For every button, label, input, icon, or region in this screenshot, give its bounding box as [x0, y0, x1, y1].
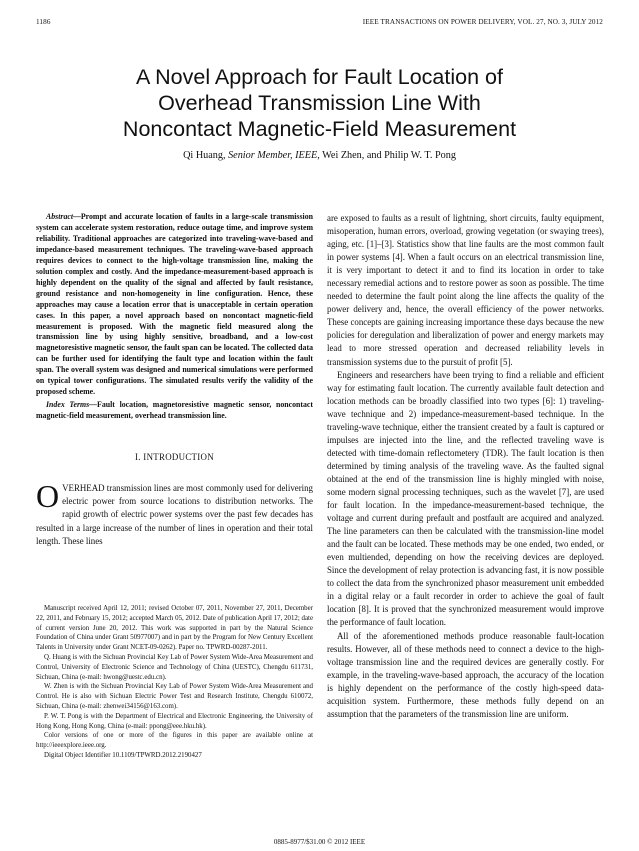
- other-authors: Wei Zhen, and Philip W. T. Pong: [322, 150, 456, 161]
- abstract: [36, 212, 313, 422]
- abstract-label: Abstract—: [46, 212, 81, 221]
- author-list: [36, 150, 603, 161]
- title-line-2: Overhead Transmission Line With: [158, 91, 481, 115]
- index-terms-label: Index Terms—: [46, 400, 98, 410]
- footnote-doi: Digital Object Identifier 10.1109/TPWRD.2012.2190427: [44, 751, 202, 759]
- body-paragraph-3: All of the aforementioned methods produce reasonable fault-location results. However, all of these methods need to connect a device to the high-voltage transmission line and the required devices are generally costly. For example, in the traveling-wave-based approach, the accuracy of the location is highly dependent on the performance of the costly high-speed data-acquisition system. Furthermore, these methods fully depend on an assumption that the parameters of the transmission line are uniform.: [327, 630, 604, 719]
- abstract-text: Prompt and accurate location of faults in a large-scale transmission system can accelerate system restoration, reduce outage time, and improve system reliability. Traditional approaches are categorized into traveling-wave-based and impedance-based measurement techniques. The traveling-wave-based approach requires devices to connect to the high-voltage transmission line, making the solution complex and costly. And the impedance-measurement-based approach is highly dependent on the quality of the signal and affected by fault resistance, ground resistance and non-homogeneity in line configuration. Hence, these approaches may cause a location error that is unacceptable in certain operation cases. In this paper, a novel approach based on noncontact magnetic-field measurement is proposed. With the magnetic field measured along the transmission line by using highly sensitive, broadband, and a low-cost magnetoresistive magnetic sensor, the fault span can be located. The collected data can be further used for identifying the fault type and location within the fault span. The overall system was designed and numerical simulations were performed on typical tower configurations. The simulated results verify the validity of the proposed scheme.: [36, 212, 313, 397]
- title-line-1: A Novel Approach for Fault Location of: [136, 65, 503, 89]
- intro-paragraph: [36, 477, 313, 549]
- drop-cap: O: [36, 477, 60, 514]
- running-head: [36, 18, 603, 30]
- footnote-author-3: P. W. T. Pong is with the Department of Electrical and Electronic Engineering, the University of Hong Kong, Hong Kong, China (e-mail: ppong@eee.hku.hk).: [36, 712, 313, 730]
- left-column: [36, 212, 313, 549]
- paper-title: [36, 64, 603, 142]
- index-terms-text: Fault location, magnetoresistive magnetic sensor, noncontact magnetic-field measurement, overhead transmission line.: [36, 400, 313, 421]
- journal-name: IEEE TRANSACTIONS ON POWER DELIVERY, VOL. 27, NO. 3, JULY 2012: [362, 18, 603, 26]
- intro-first-word: VERHEAD: [62, 482, 105, 493]
- body-paragraph-1: are exposed to faults as a result of lightning, short circuits, faulty equipment, misoperation, human errors, overload, growing vegetation (or swaying trees), aging, etc. [1]–[3]. Statistics show that line faults are the most common fault in power systems [4]. When a fault occurs on an electrical transmission line, it is very important to detect it and to find its location in order to take necessary remedial actions and to restore power as soon as possible. The time needed to determine the fault point along the line affects the quality of the power delivery and, hence, the overall efficiency of the power networks. These concepts are gaining increasing importance these days because the new policies for deregulation and liberalization of power and energy markets may lead to more stressed operation and decreased reliability levels in transmission systems due to the pursuit of profit [5].: [327, 213, 604, 367]
- body-paragraph-2: Engineers and researchers have been trying to find a reliable and efficient way for estimating fault location. The currently available fault detection and location methods can be broadly classified into two types [6]: 1) traveling-wave technique and 2) impedance-measurement-based technique. In the traveling-wave technique, either the transient created by a fault is captured or impulses are injected into the line, and the reflected traveling wave is detected with time-domain reflectometery (TDR). The fault location is then determined by timing analysis of the traveling wave. As the faulted signal obtained at the end of the transmission line is highly mingled with noise, some modern signal processing techniques, such as the wavelet [7], are used for fault location. In the impedance-measurement-based technique, the voltage and current during prefault and postfault are acquired and analyzed. The line parameters can then be calculated with the transmission-line model and the fault can be located. These methods may be one ended, two ended, or even multiended, depending on how the receiving devices are deployed. Since the development of relay protection is advancing fast, it is now possible to collect the data from the synchronized phasor measurement unit embedded in a digital relay or a fault recorder in order to achieve the goal of fault location [8]. It is proved that the synchronized measurement would improve the performance of fault location.: [327, 369, 604, 628]
- right-column: [327, 212, 604, 721]
- title-line-3: Noncontact Magnetic-Field Measurement: [122, 117, 517, 141]
- footnote-manuscript: Manuscript received April 12, 2011; revised October 07, 2011, November 27, 2011, December 22, 2011, and February 15, 2012; accepted March 05, 2012. Date of publication April 17, 2012; date of current version June 20, 2012. This work was supported in part by the Natural Science Foundation of China under Grant 50977007) and in part by the Program for New Century Excellent Talents in University under Grant NCET-09-0262). Paper no. TPWRD-00287-2011.: [36, 605, 313, 652]
- intro-text: transmission lines are most commonly used for delivering electric power from source locations to distribution networks. The rapid growth of electric power systems over the past few decades has resulted in a large increase of the number of lines in operation and their total length. These lines: [36, 482, 313, 547]
- section-heading-introduction: I. INTRODUCTION: [135, 452, 214, 463]
- copyright-footer: 0885-8977/$31.00 © 2012 IEEE: [273, 838, 366, 846]
- author-1: Qi Huang,: [183, 150, 226, 161]
- footnote-author-1: Q. Huang is with the Sichuan Provincial Key Lab of Power System Wide-Area Measurement and Control, University of Electronic Science and Technology of China (UESTC), Chengdu 611731, Sichuan, China (e-mail: hwong@uestc.edu.cn).: [36, 653, 313, 681]
- author-1-role: Senior Member, IEEE,: [228, 150, 320, 161]
- page-number: 1186: [36, 18, 51, 26]
- footnotes: [36, 604, 313, 761]
- footnote-color-versions: Color versions of one or more of the figures in this paper are available online at http://ieeexplore.ieee.org.: [36, 732, 313, 750]
- footnote-author-2: W. Zhen is with the Sichuan Provincial Key Lab of Power System Wide-Area Measurement and Control. He is also with Sichuan Electric Power Test and Research Institute, Chengdu 610072, Sichuan, China (e-mail: zhenwei34156@163.com).: [36, 683, 313, 710]
